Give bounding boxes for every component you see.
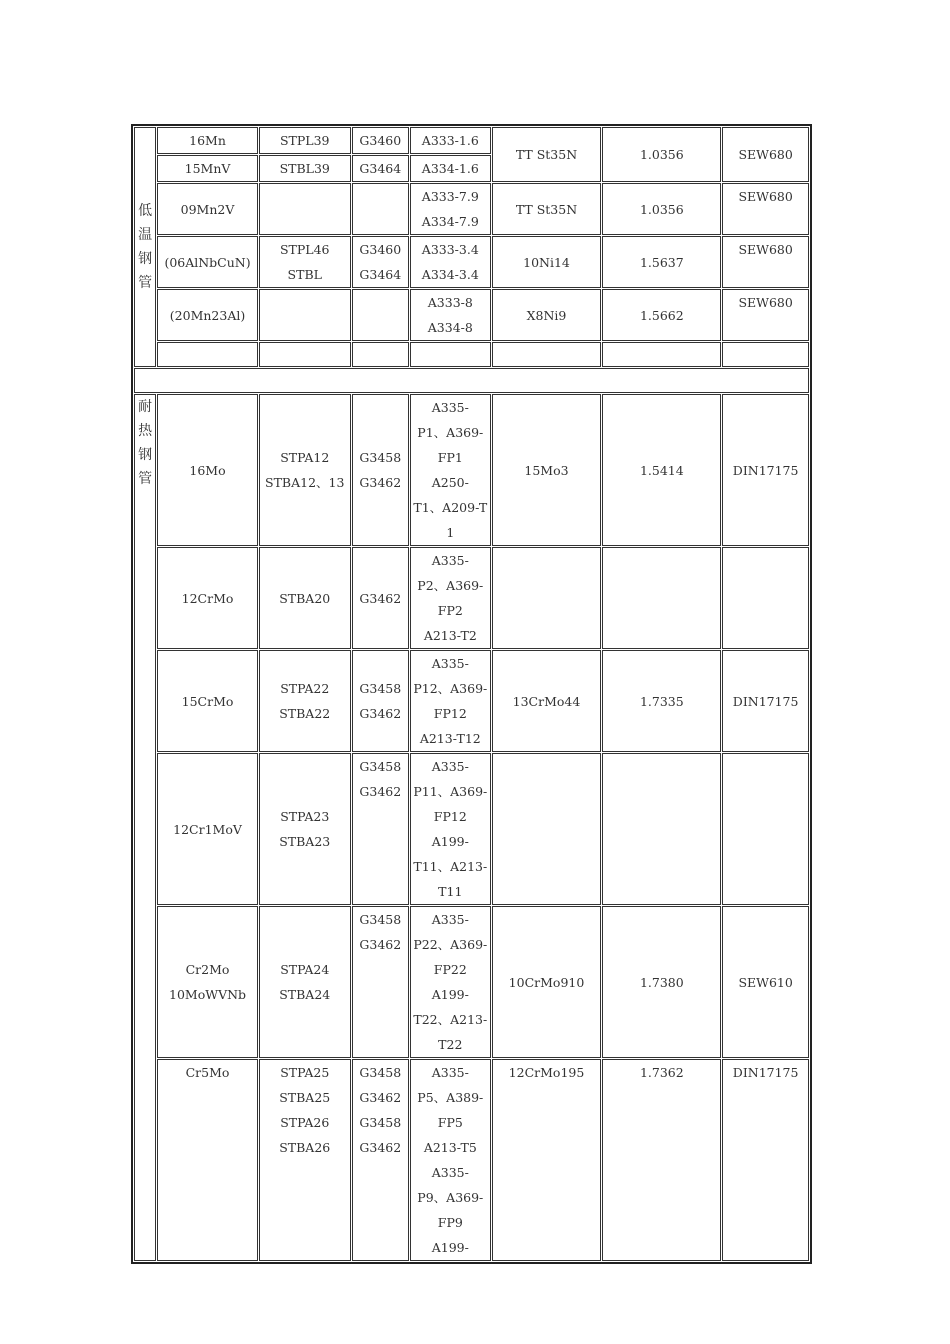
spacer-cell — [352, 342, 409, 367]
jis-grade-cell — [259, 183, 351, 235]
grade-cell: 15MnV — [157, 155, 258, 182]
grade-cell: 12Cr1MoV — [157, 753, 258, 905]
table-row — [134, 1059, 809, 1261]
werkstoff-number-cell: 1.7335 — [602, 650, 721, 752]
section-divider-row — [134, 368, 809, 393]
jis-grade-cell: STBA20 — [259, 547, 351, 649]
werkstoff-number-cell: 1.5637 — [602, 236, 721, 288]
astm-cell: A335- P5、A389- FP5 A213-T5 A335- P9、A369- FP9 A199- — [410, 1059, 491, 1261]
din-grade-cell: X8Ni9 — [492, 289, 602, 341]
din-standard-cell: DIN17175 — [722, 1059, 809, 1261]
astm-cell: A333-3.4 A334-3.4 — [410, 236, 491, 288]
spacer-cell — [259, 342, 351, 367]
din-grade-cell: TT St35N — [492, 127, 602, 182]
grade-cell: (20Mn23Al) — [157, 289, 258, 341]
din-standard-cell — [722, 547, 809, 649]
table-row — [134, 650, 809, 752]
jis-grade-cell — [259, 289, 351, 341]
werkstoff-number-cell — [602, 753, 721, 905]
table-row — [134, 236, 809, 288]
astm-cell: A335- P22、A369- FP22 A199- T22、A213- T22 — [410, 906, 491, 1058]
werkstoff-number-cell: 1.0356 — [602, 127, 721, 182]
grade-cell: 09Mn2V — [157, 183, 258, 235]
din-standard-cell: SEW680 — [722, 127, 809, 182]
astm-cell: A333-1.6 — [410, 127, 491, 154]
din-grade-cell: 13CrMo44 — [492, 650, 602, 752]
jis-standard-cell — [352, 289, 409, 341]
din-standard-cell — [722, 753, 809, 905]
jis-grade-cell: STPA23 STBA23 — [259, 753, 351, 905]
grade-cell: Cr2Mo 10MoWVNb — [157, 906, 258, 1058]
spacer-cell — [410, 342, 491, 367]
din-grade-cell: 10Ni14 — [492, 236, 602, 288]
werkstoff-number-cell: 1.7362 — [602, 1059, 721, 1261]
table-row — [134, 394, 809, 546]
astm-cell: A333-8 A334-8 — [410, 289, 491, 341]
table-row — [134, 906, 809, 1058]
category-heat-resistant: 耐 热 钢 管 — [134, 394, 156, 1261]
werkstoff-number-cell: 1.5662 — [602, 289, 721, 341]
din-grade-cell: TT St35N — [492, 183, 602, 235]
jis-standard-cell: G3458 G3462 G3458 G3462 — [352, 1059, 409, 1261]
astm-cell: A333-7.9 A334-7.9 — [410, 183, 491, 235]
jis-standard-cell: G3462 — [352, 547, 409, 649]
table-row — [134, 127, 809, 154]
din-standard-cell: SEW680 — [722, 289, 809, 341]
jis-standard-cell: G3460 G3464 — [352, 236, 409, 288]
jis-grade-cell: STPA25 STBA25 STPA26 STBA26 — [259, 1059, 351, 1261]
jis-grade-cell: STPA22 STBA22 — [259, 650, 351, 752]
grade-cell: Cr5Mo — [157, 1059, 258, 1261]
table-row — [134, 547, 809, 649]
jis-standard-cell: G3460 — [352, 127, 409, 154]
spacer-cell — [492, 342, 602, 367]
table-row — [134, 342, 809, 367]
jis-standard-cell: G3458 G3462 — [352, 394, 409, 546]
section-divider — [134, 368, 809, 393]
jis-standard-cell — [352, 183, 409, 235]
astm-cell: A335- P12、A369- FP12 A213-T12 — [410, 650, 491, 752]
grade-cell: 12CrMo — [157, 547, 258, 649]
jis-grade-cell: STBL39 — [259, 155, 351, 182]
astm-cell: A334-1.6 — [410, 155, 491, 182]
grade-cell: (06AlNbCuN) — [157, 236, 258, 288]
jis-grade-cell: STPL39 — [259, 127, 351, 154]
din-grade-cell — [492, 547, 602, 649]
spacer-cell — [602, 342, 721, 367]
jis-standard-cell: G3458 G3462 — [352, 650, 409, 752]
din-grade-cell: 15Mo3 — [492, 394, 602, 546]
werkstoff-number-cell — [602, 547, 721, 649]
jis-standard-cell: G3458 G3462 — [352, 753, 409, 905]
grade-cell: 16Mn — [157, 127, 258, 154]
table-row — [134, 753, 809, 905]
astm-cell: A335- P1、A369- FP1 A250- T1、A209-T1 — [410, 394, 491, 546]
astm-cell: A335- P11、A369- FP12 A199- T11、A213- T11 — [410, 753, 491, 905]
werkstoff-number-cell: 1.5414 — [602, 394, 721, 546]
werkstoff-number-cell: 1.0356 — [602, 183, 721, 235]
grade-cell: 16Mo — [157, 394, 258, 546]
jis-standard-cell: G3458 G3462 — [352, 906, 409, 1058]
jis-grade-cell: STPL46 STBL — [259, 236, 351, 288]
din-grade-cell — [492, 753, 602, 905]
jis-standard-cell: G3464 — [352, 155, 409, 182]
table-row — [134, 183, 809, 235]
din-standard-cell: DIN17175 — [722, 650, 809, 752]
table-row — [134, 289, 809, 341]
din-standard-cell: SEW680 — [722, 236, 809, 288]
steel-pipe-standards-table — [131, 124, 812, 1264]
astm-cell: A335- P2、A369- FP2 A213-T2 — [410, 547, 491, 649]
werkstoff-number-cell: 1.7380 — [602, 906, 721, 1058]
din-standard-cell: SEW680 — [722, 183, 809, 235]
category-low-temp: 低 温 钢 管 — [134, 127, 156, 367]
din-grade-cell: 12CrMo195 — [492, 1059, 602, 1261]
grade-cell: 15CrMo — [157, 650, 258, 752]
spacer-cell — [722, 342, 809, 367]
jis-grade-cell: STPA24 STBA24 — [259, 906, 351, 1058]
jis-grade-cell: STPA12 STBA12、13 — [259, 394, 351, 546]
din-standard-cell: SEW610 — [722, 906, 809, 1058]
din-standard-cell: DIN17175 — [722, 394, 809, 546]
spacer-cell — [157, 342, 258, 367]
din-grade-cell: 10CrMo910 — [492, 906, 602, 1058]
